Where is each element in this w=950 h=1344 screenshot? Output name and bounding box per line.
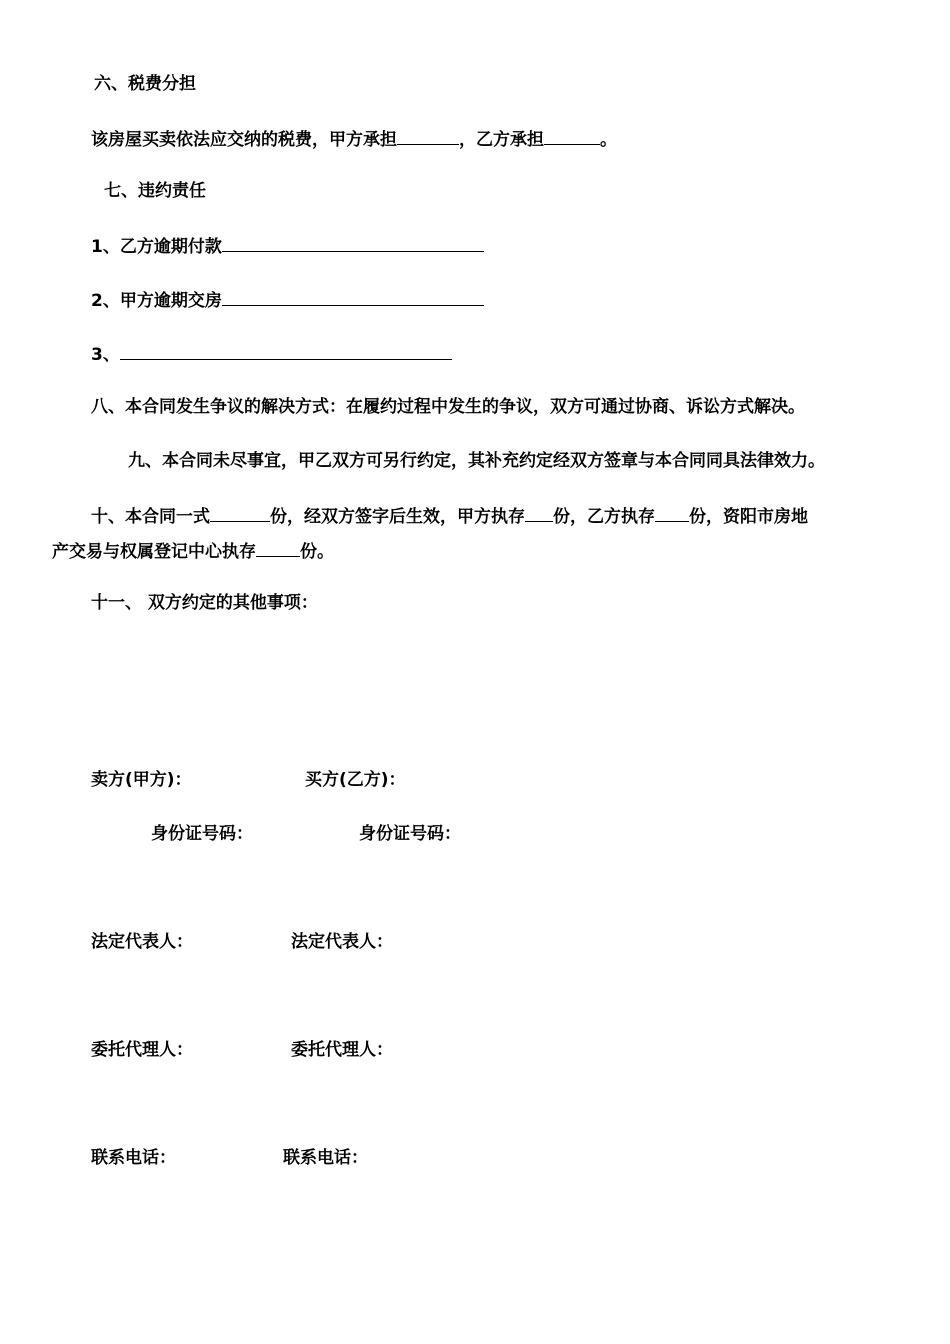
party-b-copies-blank[interactable] [655,504,689,522]
section-10-line-2 [52,539,334,563]
seller-phone-label: 联系电话： [91,1148,176,1168]
total-copies-blank[interactable] [210,504,270,522]
tax-sharing-line [91,127,617,151]
section-6-heading: 六、税费分担 [94,74,196,94]
section-11-heading: 十一、 双方约定的其他事项： [91,593,318,613]
breach-item-3-blank[interactable] [120,342,452,360]
breach-item-1-blank[interactable] [222,234,484,252]
copies-text-4: 份，资阳市房地 [689,507,808,527]
copies-text-5: 产交易与权属登记中心执存 [52,542,256,562]
tax-text-a: 该房屋买卖依法应交纳的税费，甲方承担 [91,130,397,150]
seller-legal-rep-label: 法定代表人： [91,932,193,952]
section-8-dispute: 八、本合同发生争议的解决方式：在履约过程中发生的争议，双方可通过协商、诉讼方式解决。 [91,397,805,417]
breach-item-2-label: 2、甲方逾期交房 [91,291,222,311]
buyer-id-label: 身份证号码： [359,824,461,844]
party-a-tax-blank[interactable] [397,127,459,145]
breach-item-2 [91,288,484,312]
copies-text-1: 十、本合同一式 [91,507,210,527]
copies-text-2: 份，经双方签字后生效，甲方执存 [270,507,525,527]
breach-item-3 [91,342,452,366]
breach-item-1-label: 1、乙方逾期付款 [91,237,222,257]
section-10-line-1 [91,504,808,528]
seller-id-label: 身份证号码： [151,824,253,844]
breach-item-3-label: 3、 [91,345,120,365]
buyer-phone-label: 联系电话： [283,1148,368,1168]
seller-label: 卖方(甲方)： [91,770,192,790]
party-a-copies-blank[interactable] [525,504,553,522]
tax-text-b: ，乙方承担 [459,130,544,150]
registry-copies-blank[interactable] [256,539,300,557]
buyer-legal-rep-label: 法定代表人： [291,932,393,952]
breach-item-2-blank[interactable] [222,288,484,306]
copies-text-3: 份，乙方执存 [553,507,655,527]
seller-agent-label: 委托代理人： [91,1040,193,1060]
breach-item-1 [91,234,484,258]
buyer-label: 买方(乙方)： [305,770,406,790]
section-9-supplement: 九、本合同未尽事宜，甲乙双方可另行约定，其补充约定经双方签章与本合同同具法律效力。 [128,451,825,471]
copies-text-6: 份。 [300,542,334,562]
party-b-tax-blank[interactable] [544,127,600,145]
section-7-heading: 七、违约责任 [104,181,206,201]
buyer-agent-label: 委托代理人： [291,1040,393,1060]
tax-text-c: 。 [600,130,617,150]
